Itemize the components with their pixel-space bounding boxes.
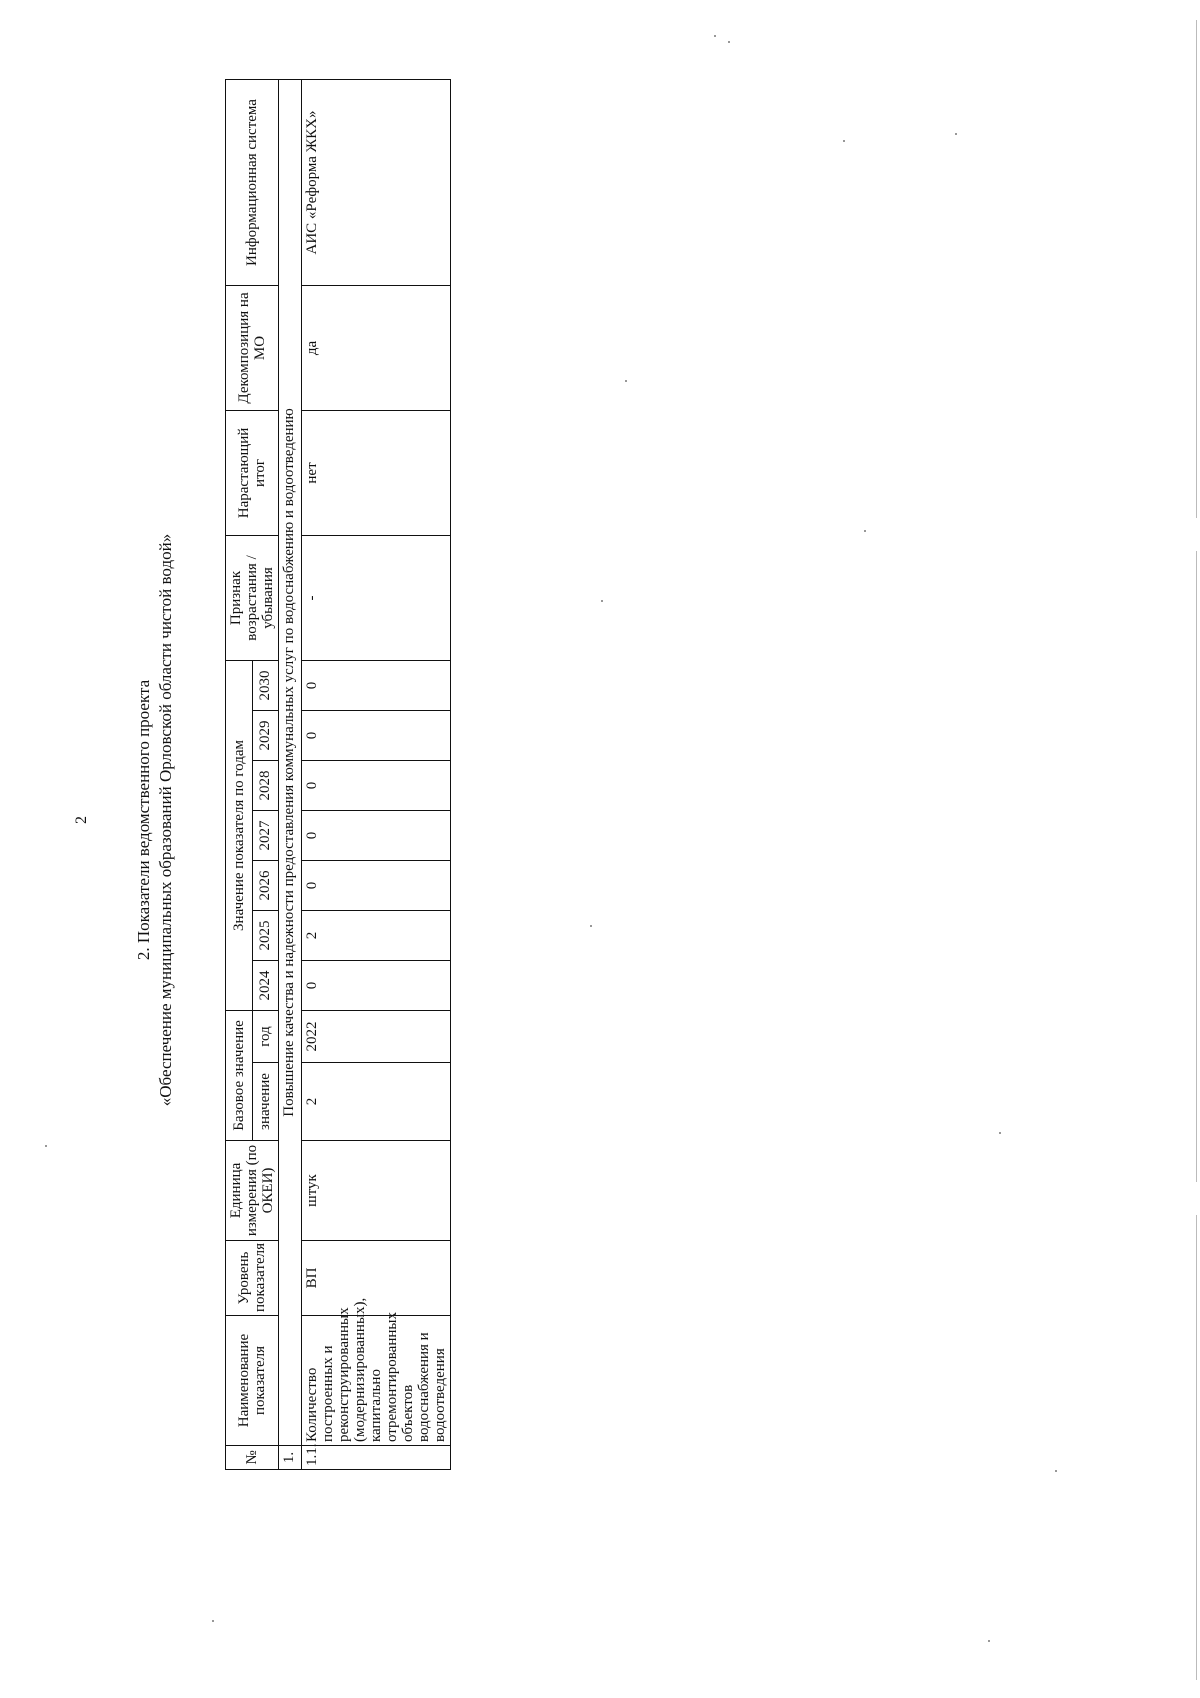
header-level: Уровень показателя [226, 1241, 279, 1316]
table-header-row [226, 79, 253, 1469]
header-decomposition: Декомпозиция на МО [226, 285, 279, 410]
header-year: 2024 [252, 960, 279, 1010]
scan-speck [714, 35, 716, 37]
header-number: № [226, 1446, 279, 1470]
scan-speck [955, 133, 957, 135]
row-number: 1.1. [302, 1446, 451, 1470]
row-value-2024: 0 [302, 960, 451, 1010]
row-unit: штук [302, 1141, 451, 1241]
row-value-2027: 0 [302, 810, 451, 860]
header-base: Базовое значение [226, 1010, 253, 1140]
section-title: Повышение качества и надежности предоставления коммунальных услуг по водоснабжению и водоотведению [279, 79, 302, 1445]
header-cumulative: Нарастающий итог [226, 410, 279, 535]
scan-speck [864, 530, 866, 532]
table-row [302, 79, 451, 1469]
row-value-2029: 0 [302, 710, 451, 760]
header-year: 2026 [252, 860, 279, 910]
section-number: 1. [279, 1446, 302, 1470]
heading-line-2: «Обеспечение муниципальных образований Орловской области чистой водой» [156, 533, 175, 1107]
section-row [279, 79, 302, 1469]
header-base-value: значение [252, 1063, 279, 1141]
scan-speck [988, 1640, 990, 1642]
row-cumulative: нет [302, 410, 451, 535]
scan-speck [212, 1620, 214, 1622]
scan-speck [728, 41, 730, 43]
row-name: Количество построенных и реконструированных (модернизированных), капитально отремонтированных объектов водоснабжения и водоотведения [302, 1316, 451, 1446]
document-heading [133, 30, 177, 1610]
header-year: 2025 [252, 910, 279, 960]
row-value-2028: 0 [302, 760, 451, 810]
header-year: 2029 [252, 710, 279, 760]
header-sign: Признак возрастания / убывания [226, 535, 279, 660]
scan-edge-shadow [1196, 20, 1197, 1680]
row-base-year: 2022 [302, 1010, 451, 1062]
page-number: 2 [73, 816, 90, 824]
header-base-year: год [252, 1010, 279, 1062]
row-decomposition: да [302, 285, 451, 410]
scan-speck [1055, 1470, 1057, 1472]
scan-speck [999, 1132, 1001, 1134]
scan-speck [45, 1145, 47, 1147]
row-value-2030: 0 [302, 660, 451, 710]
indicators-table [225, 79, 451, 1470]
row-level: ВП [302, 1241, 451, 1316]
header-year: 2030 [252, 660, 279, 710]
header-unit: Единица измерения (по ОКЕИ) [226, 1141, 279, 1241]
header-name: Наименование показателя [226, 1316, 279, 1446]
header-info-system: Информационная система [226, 79, 279, 285]
row-info-system: АИС «Реформа ЖКХ» [302, 79, 451, 285]
document-sheet [60, 30, 620, 1610]
row-value-2026: 0 [302, 860, 451, 910]
scan-speck [625, 380, 627, 382]
scan-speck [843, 140, 845, 142]
heading-line-1: 2. Показатели ведомственного проекта [134, 679, 153, 961]
header-values-by-year: Значение показателя по годам [226, 660, 253, 1010]
row-base-value: 2 [302, 1063, 451, 1141]
row-sign: - [302, 535, 451, 660]
row-value-2025: 2 [302, 910, 451, 960]
header-year: 2028 [252, 760, 279, 810]
header-year: 2027 [252, 810, 279, 860]
